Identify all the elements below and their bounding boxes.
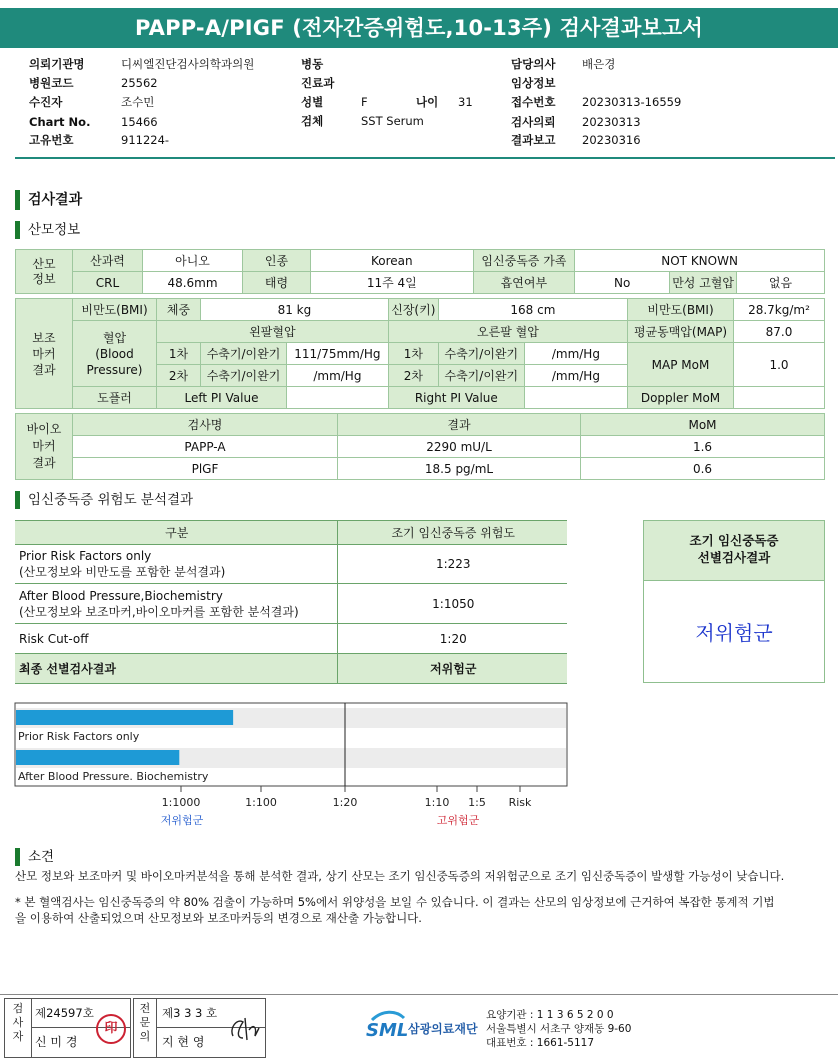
header-value: 배은경 [582, 57, 616, 71]
doppler-label: 도플러 [73, 387, 157, 409]
header-label: Chart No. [29, 115, 91, 129]
section-results: 검사결과 [15, 190, 82, 210]
header-label: 임상정보 [511, 76, 556, 90]
weight-label: 체중 [157, 299, 201, 321]
bio-row-mom: 0.6 [581, 458, 825, 480]
doppler-mom-label: Doppler MoM [628, 387, 734, 409]
header-divider [15, 157, 835, 159]
header-value: 조수민 [121, 95, 155, 109]
tester-name: 신 미 경 [31, 1027, 131, 1058]
bio-header-name: 검사명 [73, 414, 338, 436]
axis-tick-label: 1:5 [468, 796, 486, 809]
age-value: 31 [458, 95, 473, 109]
smoking-label: 흡연여부 [473, 272, 575, 294]
right-second-label: 2차 [388, 365, 438, 387]
risk-header-category: 구분 [15, 521, 337, 545]
specialist-label: 전문의 [133, 998, 157, 1058]
axis-tick-label: 1:10 [424, 796, 450, 809]
height-value: 168 cm [438, 299, 627, 321]
footer [0, 996, 838, 1064]
crl-value: 48.6mm [143, 272, 243, 294]
left-sysdia-label-1: 수축기/이완기 [201, 343, 287, 365]
header-label: 성별 [301, 95, 324, 109]
header-label: 고유번호 [29, 133, 74, 147]
bio-row-result: 2290 mU/L [338, 436, 581, 458]
right-bp-2: /mm/Hg [524, 365, 627, 387]
bio-header-result: 결과 [338, 414, 581, 436]
low-risk-label: 저위험군 [160, 814, 204, 827]
marker-group-label: 보조 마커 결과 [16, 299, 73, 409]
note-line-2: 을 이용하여 산출되었으며 산모정보와 보조마커등의 변경으로 재산출 가능합니다. [15, 911, 422, 925]
org-info: 요양기관 : 1 1 3 6 5 2 0 0 서울특별시 서초구 양재동 9-60 대표번호 : 1661-5117 [486, 1009, 632, 1049]
header-label: 담당의사 [511, 57, 556, 71]
section-analysis: 임신중독증 위험도 분석결과 [15, 491, 193, 509]
left-bp-2: /mm/Hg [287, 365, 389, 387]
footer-divider [0, 994, 838, 995]
header-label: 진료과 [301, 76, 335, 90]
ga-value: 11주 4일 [311, 272, 474, 294]
section-opinion: 소견 [15, 848, 54, 866]
header-label: 검사의뢰 [511, 115, 556, 129]
right-first-label: 1차 [388, 343, 438, 365]
org-name: 삼광의료재단 [408, 1022, 478, 1036]
risk-bar [16, 750, 179, 765]
right-pi-label: Right PI Value [388, 387, 524, 409]
header-value: SST Serum [361, 114, 424, 128]
risk-row-label: Prior Risk Factors only (산모정보와 비만도를 포함한 분석결과) [15, 545, 337, 584]
header-value: F [361, 95, 368, 109]
header-value: 20230316 [582, 133, 641, 147]
risk-header-value: 조기 임신중독증 위험도 [337, 521, 567, 545]
axis-tick-label: 1:1000 [161, 796, 201, 809]
header-value: 911224- [121, 133, 170, 147]
left-pi-label: Left PI Value [157, 387, 287, 409]
risk-bar-label: After Blood Pressure. Biochemistry [18, 770, 209, 783]
ga-label: 태령 [243, 272, 311, 294]
map-mom-label: MAP MoM [628, 343, 734, 387]
header-label: 수진자 [29, 95, 63, 109]
weight-value: 81 kg [201, 299, 389, 321]
right-bp-1: /mm/Hg [524, 343, 627, 365]
age-label: 나이 [416, 95, 439, 109]
bio-group-label: 바이오 마커 결과 [16, 414, 73, 480]
specialist-number: 제3 3 3 호 [156, 998, 266, 1028]
right-sysdia-label-1: 수축기/이완기 [438, 343, 524, 365]
risk-chart [0, 700, 838, 840]
note-line-1: * 본 혈액검사는 임신중독증의 약 80% 검출이 가능하며 5%에서 위양성을 보일 수 있습니다. 이 결과는 산모의 임상정보에 근거하여 복잡한 통계적 기법 [15, 895, 775, 909]
height-label: 신장(키) [388, 299, 438, 321]
race-value: Korean [311, 250, 474, 272]
high-risk-label: 고위험군 [436, 814, 480, 827]
obstetric-label: 산과력 [73, 250, 143, 272]
specialist-name: 지 현 영 [156, 1027, 266, 1058]
right-sysdia-label-2: 수축기/이완기 [438, 365, 524, 387]
family-history-label: 임신중독증 가족 [473, 250, 575, 272]
risk-table [15, 520, 567, 684]
marker-table [15, 298, 825, 409]
left-bp-1: 111/75mm/Hg [287, 343, 389, 365]
header-label: 의뢰기관명 [29, 57, 85, 71]
risk-cutoff-label: Risk Cut-off [15, 624, 337, 654]
map-value: 87.0 [734, 321, 825, 343]
header-label: 병동 [301, 57, 324, 71]
report-title: PAPP-A/PIGF (전자간증위험도,10-13주) 검사결과보고서 [0, 8, 838, 48]
bio-row-name: PlGF [73, 458, 338, 480]
bio-row-name: PAPP-A [73, 436, 338, 458]
final-result-value: 저위험군 [337, 654, 567, 684]
axis-tick-label: Risk [508, 796, 532, 809]
race-label: 인종 [243, 250, 311, 272]
bp-label: 혈압 (Blood Pressure) [73, 321, 157, 387]
bmi-label-2: 비만도(BMI) [628, 299, 734, 321]
header-value: 디씨엘진단검사의학과의원 [121, 57, 255, 71]
risk-row-value: 1:1050 [337, 584, 567, 624]
result-box-title: 조기 임신중독증 선별검사결과 [644, 521, 824, 581]
sml-logo-icon: SML [366, 1006, 408, 1048]
axis-tick-label: 1:100 [245, 796, 277, 809]
bmi-label: 비만도(BMI) [73, 299, 157, 321]
opinion-text: 산모 정보와 보조마커 및 바이오마커분석을 통해 분석한 결과, 상기 산모는 조기 임신중독증의 저위험군으로 조기 임신중독증이 발생할 가능성이 낮습니다. [15, 869, 785, 883]
biomarker-table [15, 413, 825, 480]
left-first-label: 1차 [157, 343, 201, 365]
risk-bar-label: Prior Risk Factors only [18, 730, 140, 743]
left-arm-header: 왼팔혈압 [157, 321, 389, 343]
maternal-table [15, 249, 825, 294]
smoking-value: No [575, 272, 670, 294]
family-history-value: NOT KNOWN [575, 250, 825, 272]
final-result-label: 최종 선별검사결과 [15, 654, 337, 684]
header-value: 20230313-16559 [582, 95, 682, 109]
right-arm-header: 오른팔 혈압 [388, 321, 627, 343]
header-label: 결과보고 [511, 133, 556, 147]
map-label: 평균동맥압(MAP) [628, 321, 734, 343]
header-value: 25562 [121, 76, 158, 90]
left-sysdia-label-2: 수축기/이완기 [201, 365, 287, 387]
tester-label: 검사자 [4, 998, 32, 1058]
bio-row-result: 18.5 pg/mL [338, 458, 581, 480]
risk-row-value: 1:223 [337, 545, 567, 584]
hypertension-value: 없음 [737, 272, 825, 294]
header-value: 20230313 [582, 115, 641, 129]
bio-row-mom: 1.6 [581, 436, 825, 458]
risk-cutoff-value: 1:20 [337, 624, 567, 654]
axis-tick-label: 1:20 [332, 796, 358, 809]
hypertension-label: 만성 고혈압 [670, 272, 737, 294]
map-mom-value: 1.0 [734, 343, 825, 387]
header-label: 병원코드 [29, 76, 74, 90]
header-label: 검체 [301, 114, 324, 128]
header-value: 15466 [121, 115, 158, 129]
bmi-value: 28.7kg/m² [734, 299, 825, 321]
header-label: 접수번호 [511, 95, 556, 109]
obstetric-value: 아니오 [143, 250, 243, 272]
tester-seal-icon: 印 [96, 1014, 126, 1044]
risk-bar [16, 710, 233, 725]
section-maternal: 산모정보 [15, 221, 80, 239]
result-box [643, 520, 825, 683]
left-second-label: 2차 [157, 365, 201, 387]
risk-row-label: After Blood Pressure,Biochemistry (산모정보와 보조마커,바이오마커를 포함한 분석결과) [15, 584, 337, 624]
result-box-value: 저위험군 [695, 621, 773, 645]
bio-header-mom: MoM [581, 414, 825, 436]
tester-number: 제24597호 [31, 998, 131, 1028]
crl-label: CRL [73, 272, 143, 294]
report-header [0, 57, 838, 157]
maternal-group-label: 산모 정보 [16, 250, 73, 294]
signature-icon [225, 1008, 265, 1048]
